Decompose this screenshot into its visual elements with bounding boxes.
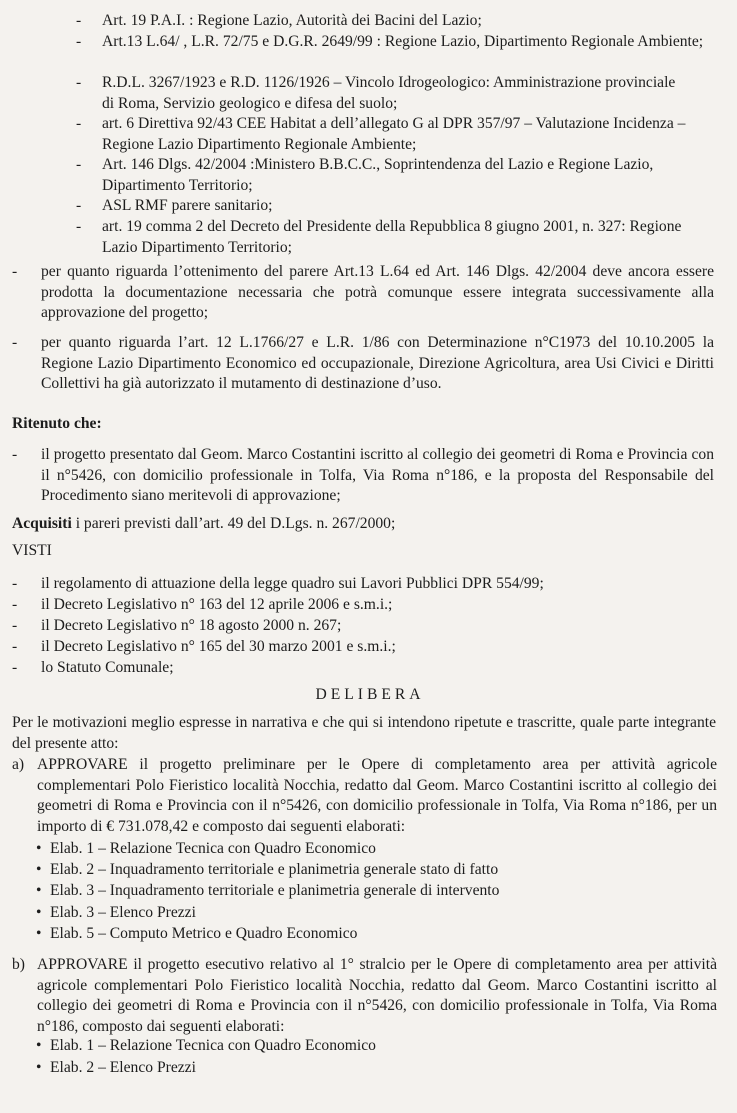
progetto-paragraph: il progetto presentato dal Geom. Marco Costantini iscritto al collegio dei geometri di Roma e Provincia con il n°5426, con domicilio professionale in Tolfa, Via Roma n°186, e la proposta del Responsabile del Procedimento siano meritevoli di approvazione; xyxy=(41,446,714,505)
list-item: Art. 146 Dlgs. 42/2004 :Ministero B.B.C.C., Soprintendenza del Lazio e Regione Lazio, Dipartimento Territorio; xyxy=(102,156,654,194)
visti-heading: VISTI xyxy=(12,542,52,559)
list-item: Elab. 5 – Computo Metrico e Quadro Economico xyxy=(50,925,358,942)
list-item: art. 6 Direttiva 92/43 CEE Habitat a dell’allegato G al DPR 357/97 – Valutazione Incidenza – Regione Lazio Dipartimento Regionale Ambiente; xyxy=(102,115,686,153)
list-item: Elab. 2 – Elenco Prezzi xyxy=(50,1059,196,1076)
list-dash: - xyxy=(76,12,82,29)
list-dash: - xyxy=(12,617,18,634)
delibera-title: DELIBERA xyxy=(315,686,425,703)
bullet-dot: • xyxy=(36,904,42,921)
list-item: Elab. 3 – Inquadramento territoriale e planimetria generale di intervento xyxy=(50,882,500,899)
list-item: Elab. 1 – Relazione Tecnica con Quadro Economico xyxy=(50,1037,376,1054)
bullet-dot: • xyxy=(36,1037,42,1054)
list-item: lo Statuto Comunale; xyxy=(41,659,174,676)
list-dash: - xyxy=(76,33,82,50)
intro-paragraph: Per le motivazioni meglio espresse in narrativa e che qui si intendono ripetute e trascritte, quale parte integrante del presente atto: xyxy=(12,714,716,752)
list-dash: - xyxy=(12,575,18,592)
item-letter: b) xyxy=(12,956,25,973)
list-dash: - xyxy=(12,263,18,280)
list-dash: - xyxy=(12,596,18,613)
art12-paragraph: per quanto riguarda l’art. 12 L.1766/27 e L.R. 1/86 con Determinazione n°C1973 del 10.10.2005 la Regione Lazio Dipartimento Economico ed occupazionale, Direzione Agricoltura, area Usi Civici e Diritti Collettivi ha già autorizzato il mutamento di destinazione d’uso. xyxy=(41,334,714,393)
list-item: Elab. 2 – Inquadramento territoriale e planimetria generale stato di fatto xyxy=(50,861,499,878)
acquisiti-line: Acquisiti i pareri previsti dall’art. 49 del D.Lgs. n. 267/2000; xyxy=(12,515,396,532)
bullet-dot: • xyxy=(36,861,42,878)
list-dash: - xyxy=(76,74,82,91)
bullet-dot: • xyxy=(36,1059,42,1076)
list-dash: - xyxy=(76,156,82,173)
item-a-text: APPROVARE il progetto preliminare per le Opere di completamento area per attività agricole complementari Polo Fieristico località Nocchia, redatto dal Geom. Marco Costantini iscritto al collegio dei geometri di Roma e Provincia con il n°5426, con domicilio professionale in Tolfa, Via Roma n°186, per un importo di € 731.078,42 e composto dai seguenti elaborati: xyxy=(37,756,717,836)
item-letter: a) xyxy=(12,756,25,773)
list-item: il Decreto Legislativo n° 18 agosto 2000 n. 267; xyxy=(41,617,342,634)
item-b-text: APPROVARE il progetto esecutivo relativo al 1° stralcio per le Opere di completamento area per attività agricole complementari Polo Fieristico località Nocchia, redatto dal Geom. Marco Costantini iscritto al collegio dei geometri di Roma e Provincia con il n°5426, con domicilio professionale in Tolfa, Via Roma n°186, composto dai seguenti elaborati: xyxy=(37,956,717,1036)
parere-paragraph: per quanto riguarda l’ottenimento del parere Art.13 L.64 ed Art. 146 Dlgs. 42/2004 deve ancora essere prodotta la documentazione necessaria che potrà comunque essere integrata successivamente alla approvazione del progetto; xyxy=(41,263,714,322)
list-item: il Decreto Legislativo n° 165 del 30 marzo 2001 e s.m.i.; xyxy=(41,638,396,655)
list-item: il regolamento di attuazione della legge quadro sui Lavori Pubblici DPR 554/99; xyxy=(41,575,544,592)
list-item: R.D.L. 3267/1923 e R.D. 1126/1926 – Vincolo Idrogeologico: Amministrazione provinciale di Roma, Servizio geologico e difesa del suolo; xyxy=(102,74,676,112)
list-item: art. 19 comma 2 del Decreto del Presidente della Repubblica 8 giugno 2001, n. 327: Regione Lazio Dipartimento Territorio; xyxy=(102,218,682,256)
list-dash: - xyxy=(76,197,82,214)
list-item: Art. 19 P.A.I. : Regione Lazio, Autorità dei Bacini del Lazio; xyxy=(102,12,482,29)
list-dash: - xyxy=(12,334,18,351)
list-dash: - xyxy=(12,659,18,676)
bullet-dot: • xyxy=(36,882,42,899)
list-item: il Decreto Legislativo n° 163 del 12 aprile 2006 e s.m.i.; xyxy=(41,596,393,613)
list-item: Elab. 3 – Elenco Prezzi xyxy=(50,904,196,921)
list-item: ASL RMF parere sanitario; xyxy=(102,197,273,214)
bullet-dot: • xyxy=(36,925,42,942)
list-item: Art.13 L.64/ , L.R. 72/75 e D.G.R. 2649/99 : Regione Lazio, Dipartimento Regionale Ambiente; xyxy=(102,33,704,50)
ritenuto-heading: Ritenuto che: xyxy=(12,415,102,432)
list-dash: - xyxy=(76,218,82,235)
bullet-dot: • xyxy=(36,840,42,857)
list-item: Elab. 1 – Relazione Tecnica con Quadro Economico xyxy=(50,840,376,857)
list-dash: - xyxy=(12,638,18,655)
list-dash: - xyxy=(76,115,82,132)
list-dash: - xyxy=(12,446,18,463)
